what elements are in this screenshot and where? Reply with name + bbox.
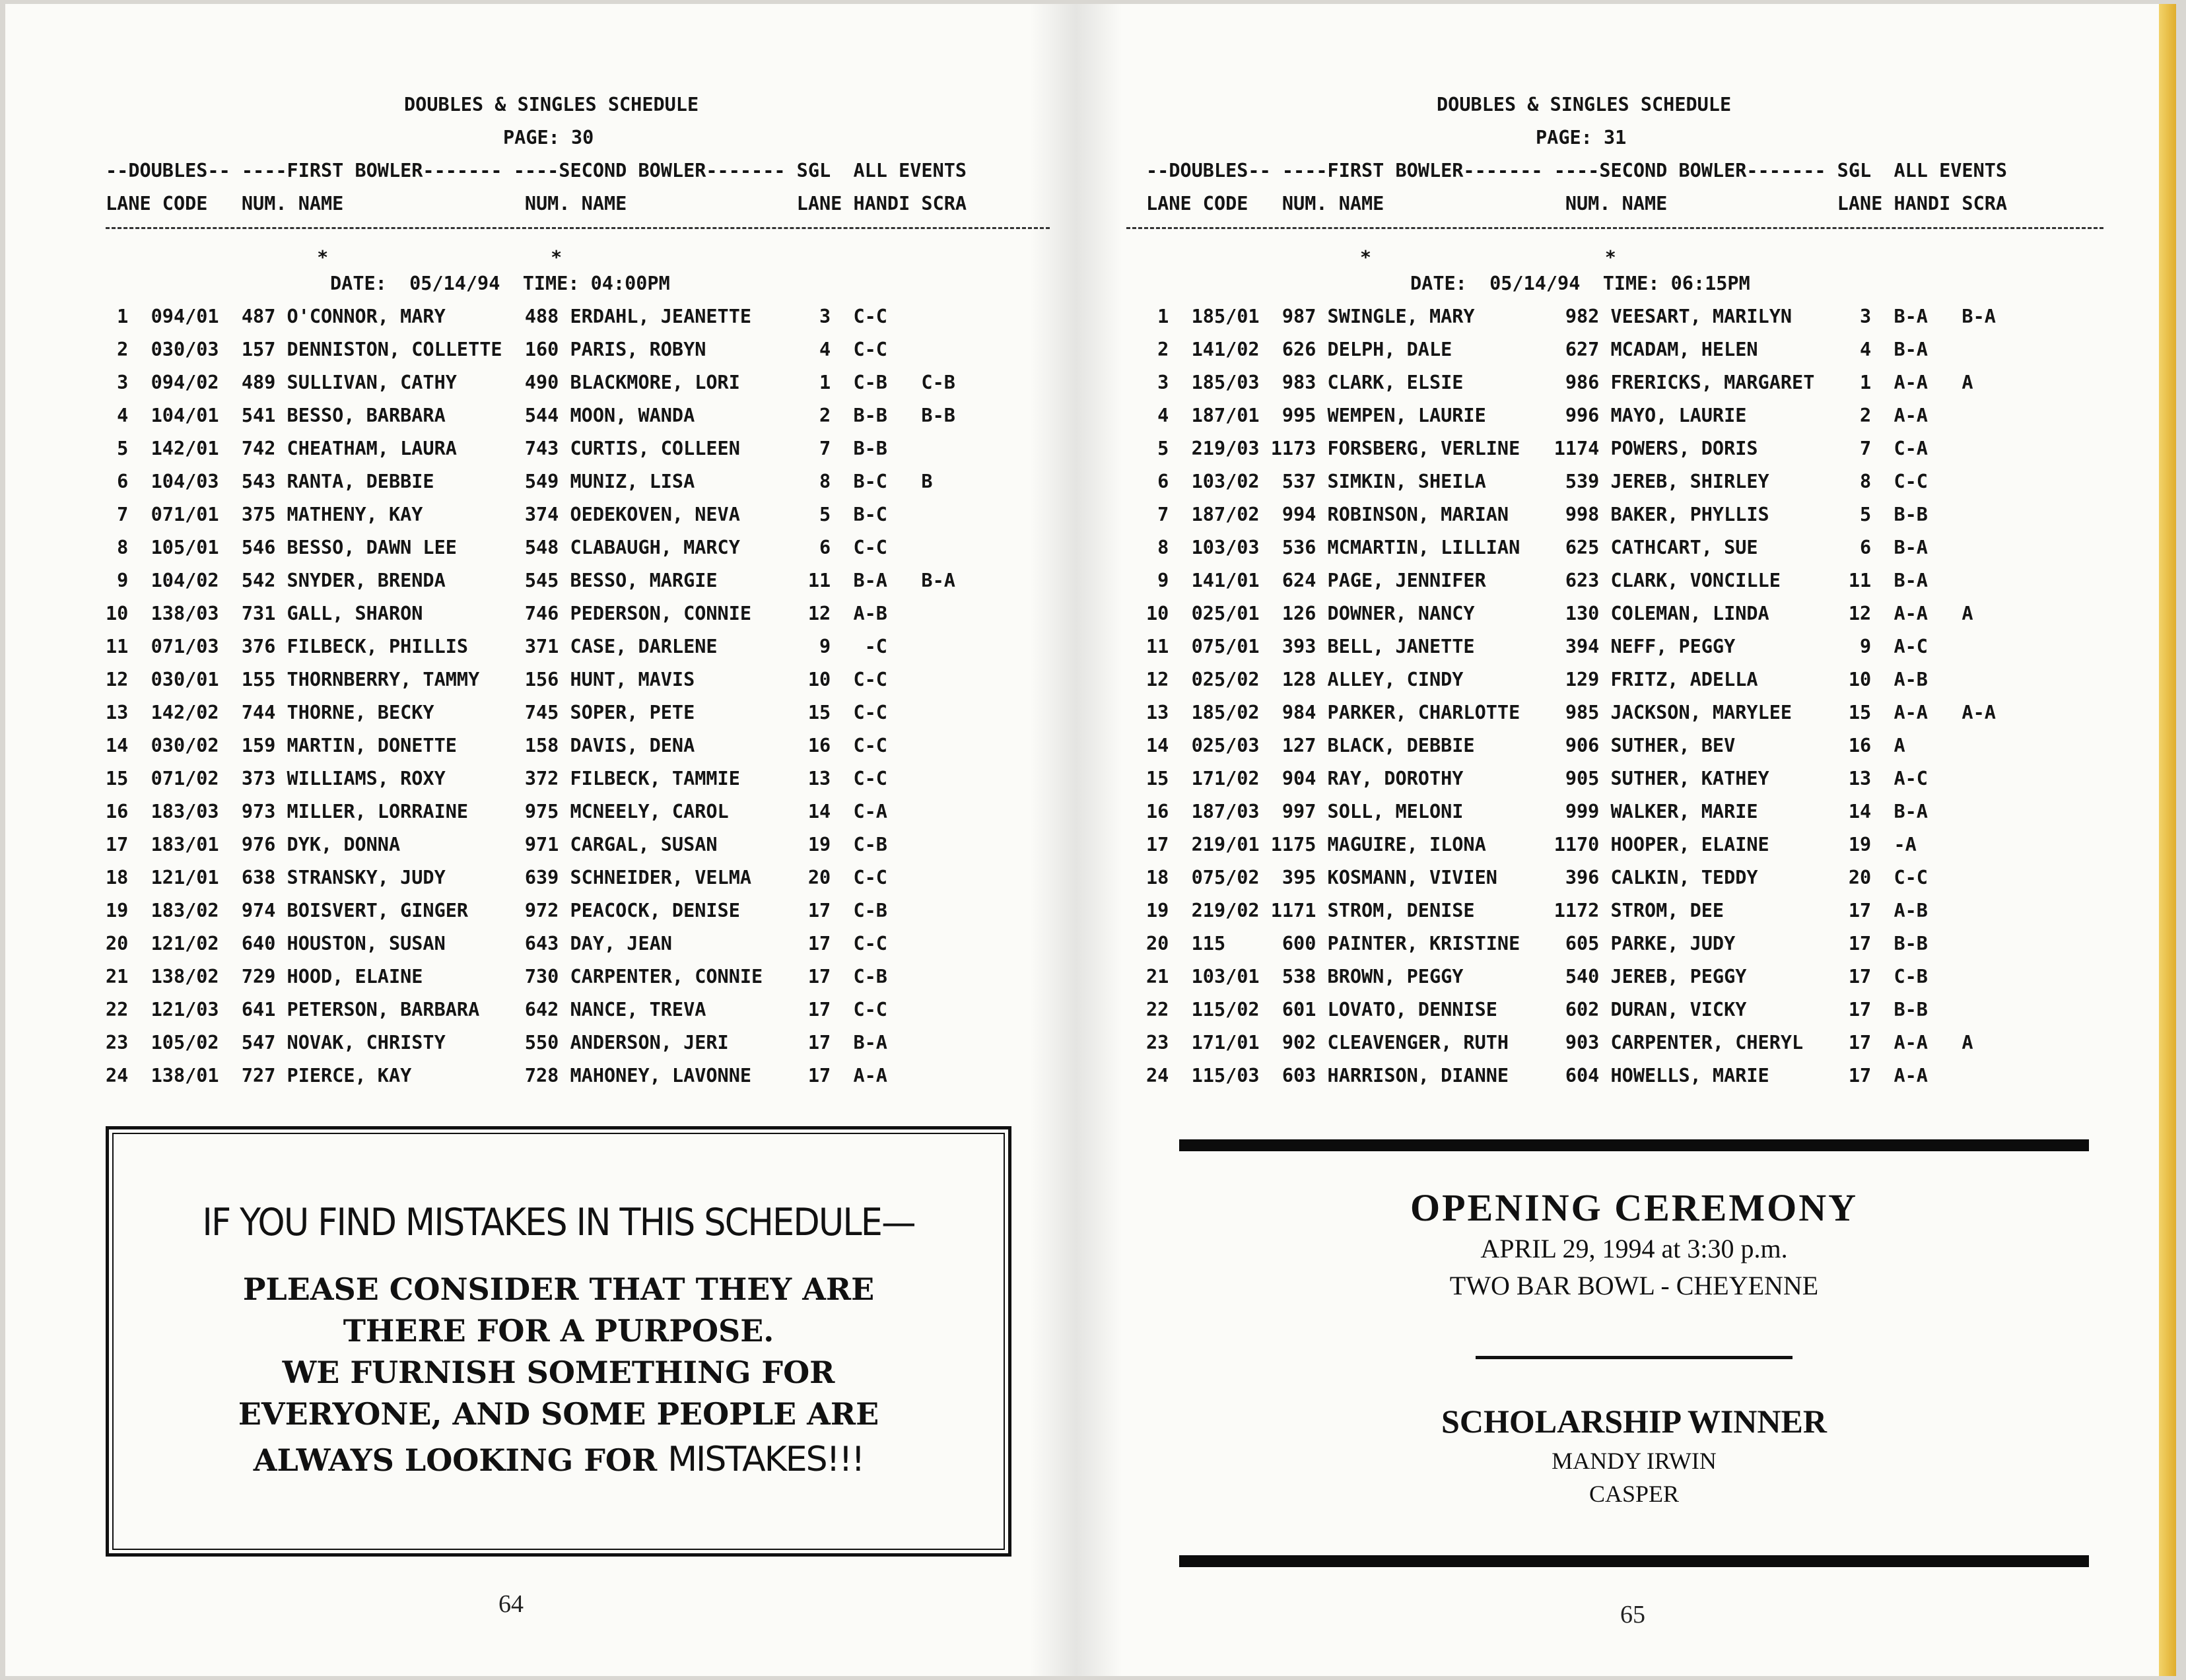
ceremony-venue: TWO BAR BOWL - CHEYENNE: [1449, 1271, 1819, 1300]
schedule-row: 6 104/03 543 RANTA, DEBBIE 549 MUNIZ, LISA 8 B-C B: [106, 471, 933, 492]
schedule-row: 5 142/01 742 CHEATHAM, LAURA 743 CURTIS, COLLEEN 7 B-B: [106, 438, 887, 459]
schedule-row: 1 185/01 987 SWINGLE, MARY 982 VEESART, MARILYN 3 B-A B-A: [1146, 306, 1996, 327]
page-number: 65: [1620, 1601, 1645, 1629]
notice-line-2: THERE FOR A PURPOSE.: [343, 1313, 774, 1349]
notice-line-5-handwritten: MISTAKES!!!: [667, 1440, 864, 1479]
schedule-row: 20 121/02 640 HOUSTON, SUSAN 643 DAY, JEAN 17 C-C: [106, 933, 887, 955]
schedule-row: 5 219/03 1173 FORSBERG, VERLINE 1174 POWERS, DORIS 7 C-A: [1146, 438, 1928, 459]
schedule-page-30: [106, 88, 1050, 1092]
right-page: [1076, 4, 2176, 1676]
schedule-row: 23 105/02 547 NOVAK, CHRISTY 550 ANDERSON, JERI 17 B-A: [106, 1032, 887, 1054]
schedule-row: 14 030/02 159 MARTIN, DONETTE 158 DAVIS, DENA 16 C-C: [106, 735, 887, 756]
divider-rule: [1476, 1356, 1793, 1359]
schedule-row: 23 171/01 902 CLEAVENGER, RUTH 903 CARPENTER, CHERYL 17 A-A A: [1146, 1032, 1973, 1054]
column-header-row-2: LANE CODE NUM. NAME NUM. NAME LANE HANDI SCRA: [1146, 193, 2008, 215]
ceremony-date-time: APRIL 29, 1994 at 3:30 p.m.: [1480, 1234, 1788, 1263]
column-header-row-2: LANE CODE NUM. NAME NUM. NAME LANE HANDI SCRA: [106, 193, 967, 215]
schedule-row: 7 071/01 375 MATHENY, KAY 374 OEDEKOVEN, NEVA 5 B-C: [106, 504, 887, 525]
schedule-row: 4 104/01 541 BESSO, BARBARA 544 MOON, WANDA 2 B-B B-B: [106, 405, 955, 426]
page-edge-strip: [2159, 4, 2176, 1676]
mistakes-notice-box: [106, 1126, 1011, 1557]
column-header-row-1: --DOUBLES-- ----FIRST BOWLER------- ----SECOND BOWLER------- SGL ALL EVENTS: [106, 160, 967, 182]
thick-rule-top: [1179, 1139, 2089, 1151]
schedule-row: 17 183/01 976 DYK, DONNA 971 CARGAL, SUSAN 19 C-B: [106, 834, 887, 856]
schedule-page-label: PAGE: 31: [1536, 127, 1627, 149]
schedule-row: 11 075/01 393 BELL, JANETTE 394 NEFF, PEGGY 9 A-C: [1146, 636, 1928, 657]
column-header-row-1: --DOUBLES-- ----FIRST BOWLER------- ----SECOND BOWLER------- SGL ALL EVENTS: [1146, 160, 2008, 182]
schedule-row: 24 115/03 603 HARRISON, DIANNE 604 HOWELLS, MARIE 17 A-A: [1146, 1065, 1928, 1087]
schedule-row: 24 138/01 727 PIERCE, KAY 728 MAHONEY, LAVONNE 17 A-A: [106, 1065, 887, 1087]
schedule-rows: [106, 300, 1050, 1092]
schedule-row: 13 185/02 984 PARKER, CHARLOTTE 985 JACKSON, MARYLEE 15 A-A A-A: [1146, 702, 1996, 723]
schedule-row: 1 094/01 487 O'CONNOR, MARY 488 ERDAHL, JEANETTE 3 C-C: [106, 306, 887, 327]
schedule-row: 10 138/03 731 GALL, SHARON 746 PEDERSON, CONNIE 12 A-B: [106, 603, 887, 624]
schedule-title: DOUBLES & SINGLES SCHEDULE: [404, 94, 699, 116]
asterisk-markers: * *: [106, 246, 563, 268]
schedule-row: 21 103/01 538 BROWN, PEGGY 540 JEREB, PEGGY 17 C-B: [1146, 966, 1928, 988]
schedule-row: 16 183/03 973 MILLER, LORRAINE 975 MCNEELY, CAROL 14 C-A: [106, 801, 887, 823]
schedule-rows: [1126, 300, 2103, 1092]
schedule-row: 11 071/03 376 FILBECK, PHILLIS 371 CASE, DARLENE 9 -C: [106, 636, 887, 657]
schedule-row: 4 187/01 995 WEMPEN, LAURIE 996 MAYO, LAURIE 2 A-A: [1146, 405, 1928, 426]
schedule-date-time: DATE: 05/14/94 TIME: 06:15PM: [1410, 273, 1750, 294]
thick-rule-bottom: [1179, 1555, 2089, 1567]
schedule-row: 17 219/01 1175 MAGUIRE, ILONA 1170 HOOPER, ELAINE 19 -A: [1146, 834, 1917, 856]
schedule-row: 13 142/02 744 THORNE, BECKY 745 SOPER, PETE 15 C-C: [106, 702, 887, 723]
schedule-row: 22 121/03 641 PETERSON, BARBARA 642 NANCE, TREVA 17 C-C: [106, 999, 887, 1021]
scholarship-winner-heading: SCHOLARSHIP WINNER: [1441, 1403, 1827, 1440]
left-page: [5, 4, 1076, 1676]
schedule-row: 15 071/02 373 WILLIAMS, ROXY 372 FILBECK, TAMMIE 13 C-C: [106, 768, 887, 790]
dashed-rule: [106, 227, 1050, 229]
asterisk-markers: * *: [1126, 246, 1616, 268]
schedule-row: 15 171/02 904 RAY, DOROTHY 905 SUTHER, KATHEY 13 A-C: [1146, 768, 1928, 790]
schedule-row: 2 141/02 626 DELPH, DALE 627 MCADAM, HELEN 4 B-A: [1146, 339, 1928, 360]
schedule-row: 3 185/03 983 CLARK, ELSIE 986 FRERICKS, MARGARET 1 A-A A: [1146, 372, 1973, 393]
schedule-page-label: PAGE: 30: [503, 127, 594, 149]
schedule-row: 12 030/01 155 THORNBERRY, TAMMY 156 HUNT, MAVIS 10 C-C: [106, 669, 887, 690]
opening-ceremony-heading: OPENING CEREMONY: [1410, 1186, 1858, 1229]
schedule-row: 18 121/01 638 STRANSKY, JUDY 639 SCHNEIDER, VELMA 20 C-C: [106, 867, 887, 889]
notice-line-1: PLEASE CONSIDER THAT THEY ARE: [242, 1271, 875, 1307]
schedule-row: 10 025/01 126 DOWNER, NANCY 130 COLEMAN, LINDA 12 A-A A: [1146, 603, 1973, 624]
schedule-title: DOUBLES & SINGLES SCHEDULE: [1437, 94, 1732, 116]
notice-line-4: EVERYONE, AND SOME PEOPLE ARE: [238, 1396, 879, 1432]
schedule-row: 16 187/03 997 SOLL, MELONI 999 WALKER, MARIE 14 B-A: [1146, 801, 1928, 823]
schedule-row: 7 187/02 994 ROBINSON, MARIAN 998 BAKER, PHYLLIS 5 B-B: [1146, 504, 1928, 525]
schedule-row: 8 105/01 546 BESSO, DAWN LEE 548 CLABAUGH, MARCY 6 C-C: [106, 537, 887, 558]
gutter-shadow: [1076, 4, 1122, 1676]
schedule-row: 18 075/02 395 KOSMANN, VIVIEN 396 CALKIN, TEDDY 20 C-C: [1146, 867, 1928, 889]
schedule-row: 8 103/03 536 MCMARTIN, LILLIAN 625 CATHCART, SUE 6 B-A: [1146, 537, 1928, 558]
schedule-row: 6 103/02 537 SIMKIN, SHEILA 539 JEREB, SHIRLEY 8 C-C: [1146, 471, 1928, 492]
schedule-page-31: [1126, 88, 2103, 1092]
scholarship-winner-name: MANDY IRWIN: [1552, 1448, 1717, 1474]
scholarship-winner-city: CASPER: [1588, 1481, 1680, 1507]
page-number: 64: [498, 1590, 524, 1618]
notice-handwritten-line: IF YOU FIND MISTAKES IN THIS SCHEDULE—: [202, 1201, 915, 1244]
schedule-row: 2 030/03 157 DENNISTON, COLLETTE 160 PARIS, ROBYN 4 C-C: [106, 339, 887, 360]
schedule-row: 22 115/02 601 LOVATO, DENNISE 602 DURAN, VICKY 17 B-B: [1146, 999, 1928, 1021]
schedule-row: 20 115 600 PAINTER, KRISTINE 605 PARKE, JUDY 17 B-B: [1146, 933, 1928, 955]
notice-line-3: WE FURNISH SOMETHING FOR: [282, 1355, 835, 1390]
schedule-date-time: DATE: 05/14/94 TIME: 04:00PM: [330, 273, 670, 294]
notice-line-5-prefix: ALWAYS LOOKING FOR: [253, 1442, 658, 1478]
notice-line-5: [109, 1440, 1008, 1479]
schedule-row: 9 141/01 624 PAGE, JENNIFER 623 CLARK, VONCILLE 11 B-A: [1146, 570, 1928, 591]
dashed-rule: [1126, 227, 2103, 229]
schedule-row: 14 025/03 127 BLACK, DEBBIE 906 SUTHER, BEV 16 A: [1146, 735, 1905, 756]
schedule-row: 19 183/02 974 BOISVERT, GINGER 972 PEACOCK, DENISE 17 C-B: [106, 900, 887, 922]
schedule-row: 12 025/02 128 ALLEY, CINDY 129 FRITZ, ADELLA 10 A-B: [1146, 669, 1928, 690]
schedule-row: 3 094/02 489 SULLIVAN, CATHY 490 BLACKMORE, LORI 1 C-B C-B: [106, 372, 955, 393]
schedule-row: 19 219/02 1171 STROM, DENISE 1172 STROM, DEE 17 A-B: [1146, 900, 1928, 922]
schedule-row: 9 104/02 542 SNYDER, BRENDA 545 BESSO, MARGIE 11 B-A B-A: [106, 570, 955, 591]
schedule-row: 21 138/02 729 HOOD, ELAINE 730 CARPENTER, CONNIE 17 C-B: [106, 966, 887, 988]
